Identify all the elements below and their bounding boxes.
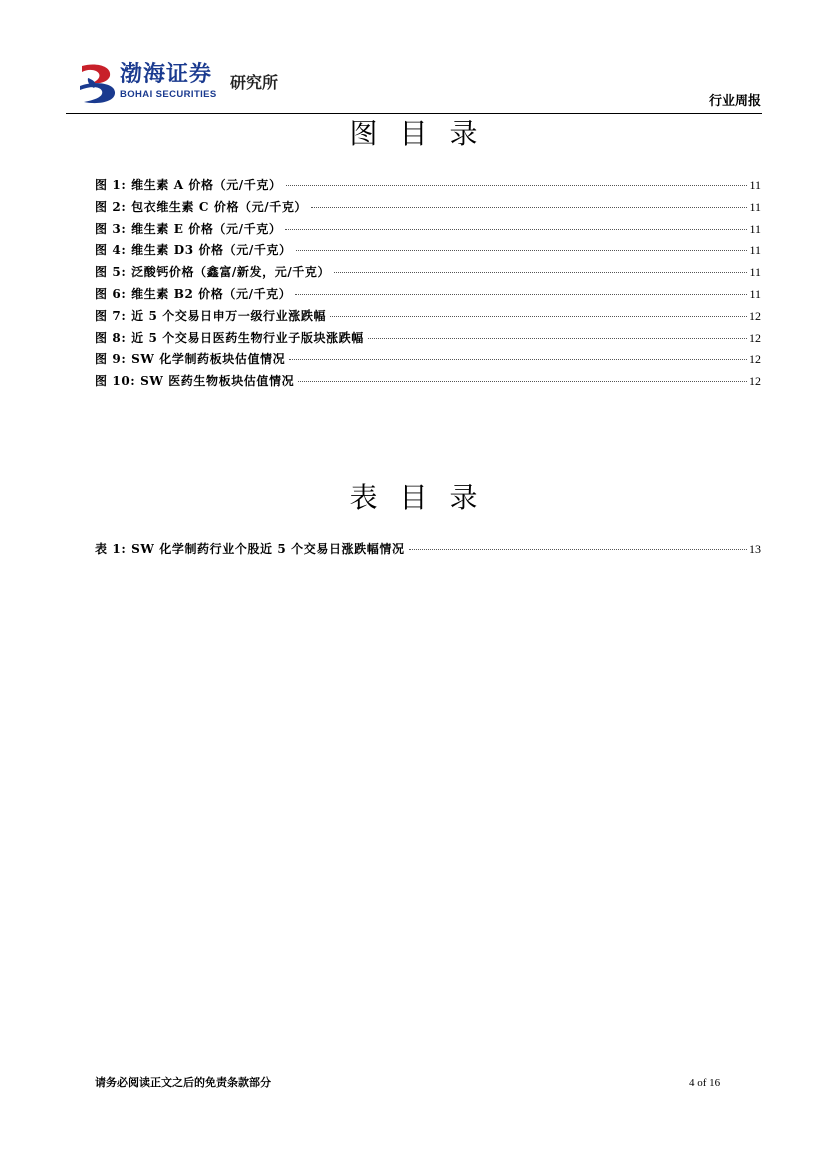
toc-entry[interactable] [95, 328, 761, 350]
toc-page-number: 11 [749, 199, 761, 214]
toc-entry-label: 图 9: SW 化学制药板块估值情况 [95, 352, 286, 367]
toc-entry[interactable] [95, 284, 761, 306]
toc-page-number: 11 [749, 265, 761, 280]
toc-page-number: 11 [749, 178, 761, 192]
report-type-label: 行业周报 [708, 94, 761, 109]
toc-entry-label: 图 10: SW 医药生物板块估值情况 [95, 374, 295, 389]
toc-entry-label: 图 3: 维生素 E 价格（元/千克） [95, 221, 282, 236]
tables-section-title: 表目录 [349, 481, 500, 514]
toc-page-number: 12 [749, 352, 761, 367]
footer-disclaimer: 请务必阅读正文之后的免责条款部分 [95, 1076, 271, 1089]
tables-toc-list [95, 539, 761, 561]
toc-dot-leader [286, 185, 748, 186]
header-divider [66, 113, 762, 114]
brand-name-en: BOHAI SECURITIES [120, 89, 217, 100]
toc-dot-leader [285, 229, 747, 230]
toc-entry[interactable] [95, 349, 761, 371]
toc-dot-leader [296, 250, 748, 251]
toc-dot-leader [368, 338, 747, 339]
brand-sub-label: 研究所 [230, 73, 279, 92]
toc-page-number: 11 [749, 286, 761, 301]
toc-entry-label: 图 8: 近 5 个交易日医药生物行业子版块涨跌幅 [95, 330, 364, 345]
toc-entry[interactable] [95, 197, 761, 219]
toc-entry-label: 图 4: 维生素 D3 价格（元/千克） [95, 243, 292, 258]
toc-page-number: 11 [749, 221, 761, 236]
toc-entry[interactable] [95, 306, 761, 328]
toc-page-number: 13 [749, 542, 761, 556]
toc-dot-leader [298, 381, 747, 382]
toc-entry-label: 图 1: 维生素 A 价格（元/千克） [95, 178, 282, 192]
toc-entry-label: 图 6: 维生素 B2 价格（元/千克） [95, 286, 292, 301]
page-header [0, 0, 827, 120]
toc-page-number: 12 [749, 374, 761, 389]
toc-entry[interactable] [95, 240, 761, 262]
toc-entry[interactable] [95, 539, 761, 561]
toc-page-number: 11 [749, 243, 761, 258]
toc-entry[interactable] [95, 219, 761, 241]
footer-page-indicator: 4 of 16 [689, 1077, 721, 1089]
toc-entry-label: 图 7: 近 5 个交易日申万一级行业涨跌幅 [95, 308, 327, 323]
toc-entry[interactable] [95, 175, 761, 197]
toc-entry[interactable] [95, 262, 761, 284]
toc-dot-leader [330, 316, 747, 317]
figures-section-title: 图目录 [349, 117, 500, 150]
brand-name-cn: 渤海证券 [120, 62, 213, 87]
toc-page-number: 12 [749, 330, 761, 345]
toc-dot-leader [409, 549, 747, 550]
toc-entry[interactable] [95, 371, 761, 393]
figures-toc-list [95, 175, 761, 393]
toc-entry-label: 表 1: SW 化学制药行业个股近 5 个交易日涨跌幅情况 [95, 542, 405, 556]
toc-entry-label: 图 5: 泛酸钙价格（鑫富/新发，元/千克） [95, 265, 331, 280]
toc-dot-leader [334, 272, 747, 273]
toc-page-number: 12 [749, 308, 761, 323]
toc-entry-label: 图 2: 包衣维生素 C 价格（元/千克） [95, 199, 308, 214]
toc-dot-leader [295, 294, 747, 295]
toc-dot-leader [289, 359, 747, 360]
toc-dot-leader [311, 207, 747, 208]
bohai-logo-icon [78, 62, 118, 104]
